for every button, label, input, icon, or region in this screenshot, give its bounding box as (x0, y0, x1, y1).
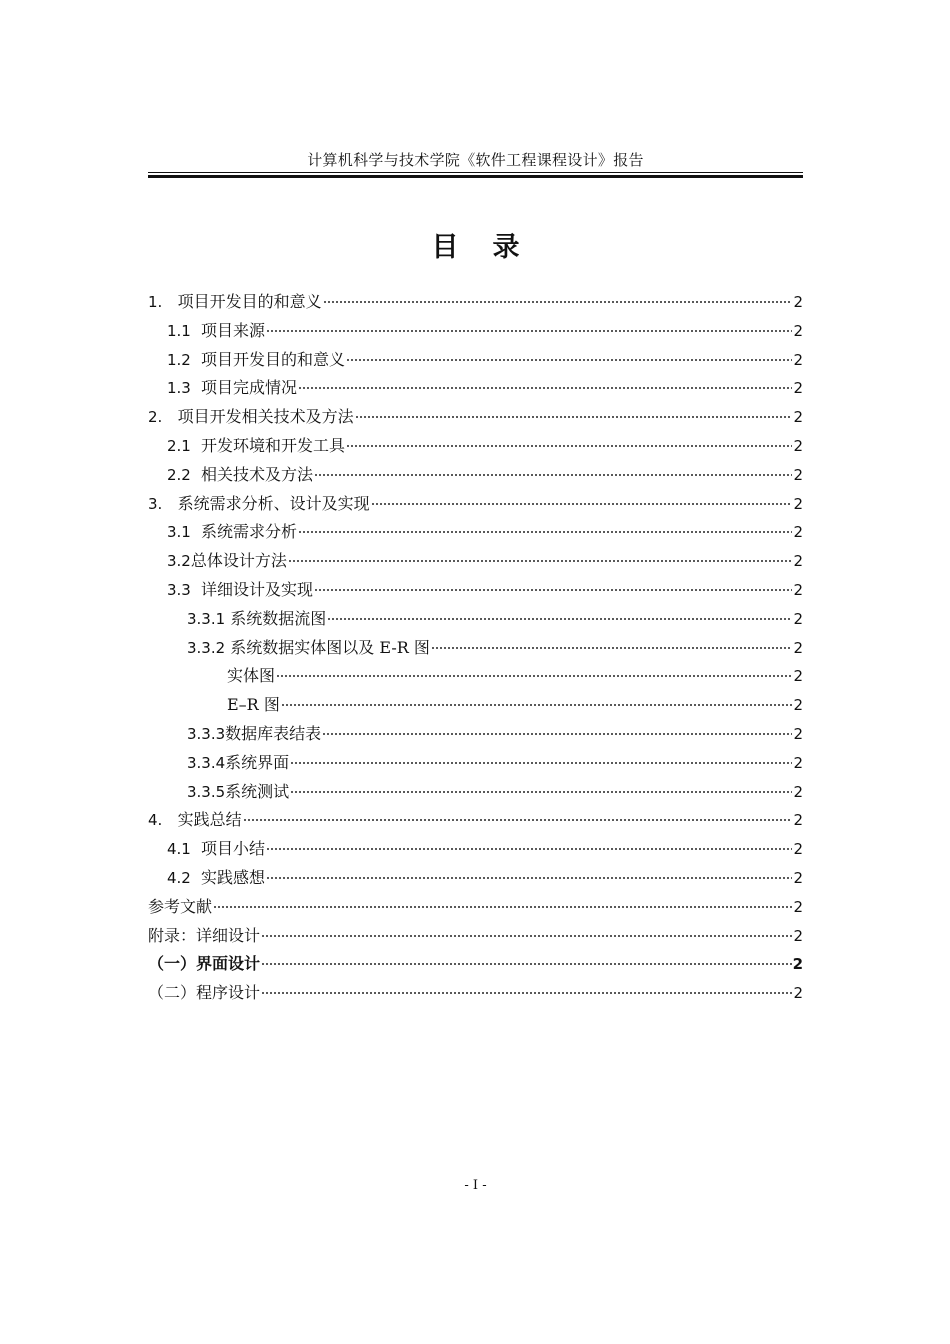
toc-title-char-2: 录 (492, 232, 520, 263)
toc-page-number: 2 (793, 494, 803, 513)
toc-entry[interactable] (148, 403, 803, 432)
toc-page-number: 2 (793, 580, 803, 599)
toc-leader-dots (266, 330, 792, 332)
toc-entry[interactable] (148, 461, 803, 490)
toc-entry[interactable] (148, 893, 803, 922)
toc-leader-dots (266, 877, 792, 879)
header-rule-thin (148, 172, 803, 173)
toc-entry-label: E–R 图 (227, 695, 280, 715)
toc-leader-dots (213, 906, 792, 908)
toc-page-number: 2 (792, 955, 803, 974)
toc-entry[interactable] (148, 979, 803, 1008)
toc-entry-label: 3.3.2 系统数据实体图以及 E-R 图 (187, 637, 430, 657)
toc-entry-label: 3.2总体设计方法 (167, 551, 287, 571)
toc-entry-label: 1.2 项目开发目的和意义 (167, 349, 346, 369)
toc-page-number: 2 (793, 811, 803, 830)
toc-page-number: 2 (793, 321, 803, 340)
toc-page-number: 2 (793, 868, 803, 887)
toc-entry-label: 3.3.5系统测试 (187, 781, 290, 801)
toc-entry[interactable] (148, 691, 803, 720)
toc-page-number: 2 (793, 926, 803, 945)
toc-entry-label: 1.3 项目完成情况 (167, 378, 298, 398)
toc-leader-dots (431, 647, 793, 649)
toc-entry[interactable] (148, 864, 803, 893)
toc-entry-label: 4.1 项目小结 (167, 839, 266, 859)
toc-entry[interactable] (148, 749, 803, 778)
toc-leader-dots (243, 819, 793, 821)
toc-page-number: 2 (793, 408, 803, 427)
toc-entry[interactable] (148, 317, 803, 346)
toc-leader-dots (346, 359, 792, 361)
toc-entry-label: 1. 项目开发目的和意义 (148, 292, 322, 311)
toc-entry-label: 参考文献 (148, 896, 213, 916)
toc-entry[interactable] (148, 490, 803, 519)
toc-entry[interactable] (148, 576, 803, 605)
toc-leader-dots (298, 531, 792, 533)
toc-page-number: 2 (793, 667, 803, 686)
toc-page-number: 2 (793, 724, 803, 743)
toc-entry[interactable] (148, 605, 803, 634)
toc-entry-label: 4. 实践总结 (148, 810, 242, 830)
toc-entry-label: 2.1 开发环境和开发工具 (167, 435, 346, 455)
toc-page-number: 2 (793, 465, 803, 484)
toc-leader-dots (276, 675, 792, 677)
toc-page-number: 2 (793, 350, 803, 369)
toc-page-number: 2 (793, 293, 803, 311)
toc-entry[interactable] (148, 922, 803, 951)
toc-entry[interactable] (148, 432, 803, 461)
toc-page-number: 2 (793, 523, 803, 542)
toc-entry[interactable] (148, 346, 803, 375)
toc-leader-dots (261, 992, 792, 994)
toc-leader-dots (281, 704, 793, 706)
toc-entry-label: 附录：详细设计 (148, 925, 261, 945)
toc-entry[interactable] (148, 547, 803, 576)
toc-leader-dots (290, 762, 792, 764)
toc-entry-label: 3.3.1 系统数据流图 (187, 608, 327, 628)
toc-entry[interactable] (148, 634, 803, 663)
toc-leader-dots (355, 416, 793, 418)
running-header: 计算机科学与技术学院《软件工程课程设计》报告 (307, 151, 644, 169)
toc-entry-label: 2. 项目开发相关技术及方法 (148, 407, 354, 427)
header-rule-thick (148, 175, 803, 178)
toc-leader-dots (323, 301, 793, 303)
toc-entry[interactable] (148, 806, 803, 835)
toc-page-number: 2 (793, 552, 803, 571)
toc-leader-dots (371, 503, 793, 505)
toc-entry-label: 3.3.3数据库表结表 (187, 723, 322, 743)
toc-page-number: 2 (793, 782, 803, 801)
toc-leader-dots (290, 791, 792, 793)
toc-entry[interactable] (148, 835, 803, 864)
toc-entry-label: 3. 系统需求分析、设计及实现 (148, 493, 370, 513)
toc-entry-label: 3.3.4系统界面 (187, 752, 290, 772)
toc-leader-dots (298, 387, 792, 389)
toc-entry[interactable] (148, 662, 803, 691)
toc-leader-dots (314, 474, 792, 476)
toc-leader-dots (261, 935, 792, 937)
toc-entry[interactable] (148, 950, 803, 979)
toc-page-number: 2 (793, 840, 803, 859)
toc-entry-label: （二）程序设计 (148, 983, 261, 1003)
table-of-contents (148, 288, 803, 1008)
toc-entry[interactable] (148, 288, 803, 317)
toc-page-number: 2 (793, 753, 803, 772)
toc-page-number: 2 (793, 379, 803, 398)
toc-title (148, 228, 803, 268)
toc-leader-dots (327, 618, 792, 620)
toc-entry-label: （一）界面设计 (148, 954, 261, 974)
toc-page-number: 2 (793, 696, 803, 715)
toc-page-number: 2 (793, 436, 803, 455)
toc-leader-dots (261, 963, 792, 965)
toc-leader-dots (266, 848, 792, 850)
toc-title-char-1: 目 (431, 232, 459, 263)
page-footer-number: - I - (464, 1178, 487, 1193)
toc-entry-label: 3.3 详细设计及实现 (167, 579, 314, 599)
toc-leader-dots (322, 733, 792, 735)
toc-page-number: 2 (793, 984, 803, 1003)
toc-entry[interactable] (148, 374, 803, 403)
toc-page-number: 2 (793, 609, 803, 628)
toc-entry-label: 2.2 相关技术及方法 (167, 464, 314, 484)
toc-entry[interactable] (148, 518, 803, 547)
toc-page-number: 2 (793, 638, 803, 657)
toc-entry-label: 4.2 实践感想 (167, 867, 266, 887)
toc-entry[interactable] (148, 778, 803, 807)
toc-leader-dots (346, 445, 792, 447)
toc-entry-label: 实体图 (227, 666, 276, 686)
toc-leader-dots (288, 560, 793, 562)
toc-entry-label: 1.1 项目来源 (167, 320, 266, 340)
toc-page-number: 2 (793, 897, 803, 916)
toc-entry-label: 3.1 系统需求分析 (167, 522, 298, 542)
toc-entry[interactable] (148, 720, 803, 749)
toc-leader-dots (314, 589, 792, 591)
